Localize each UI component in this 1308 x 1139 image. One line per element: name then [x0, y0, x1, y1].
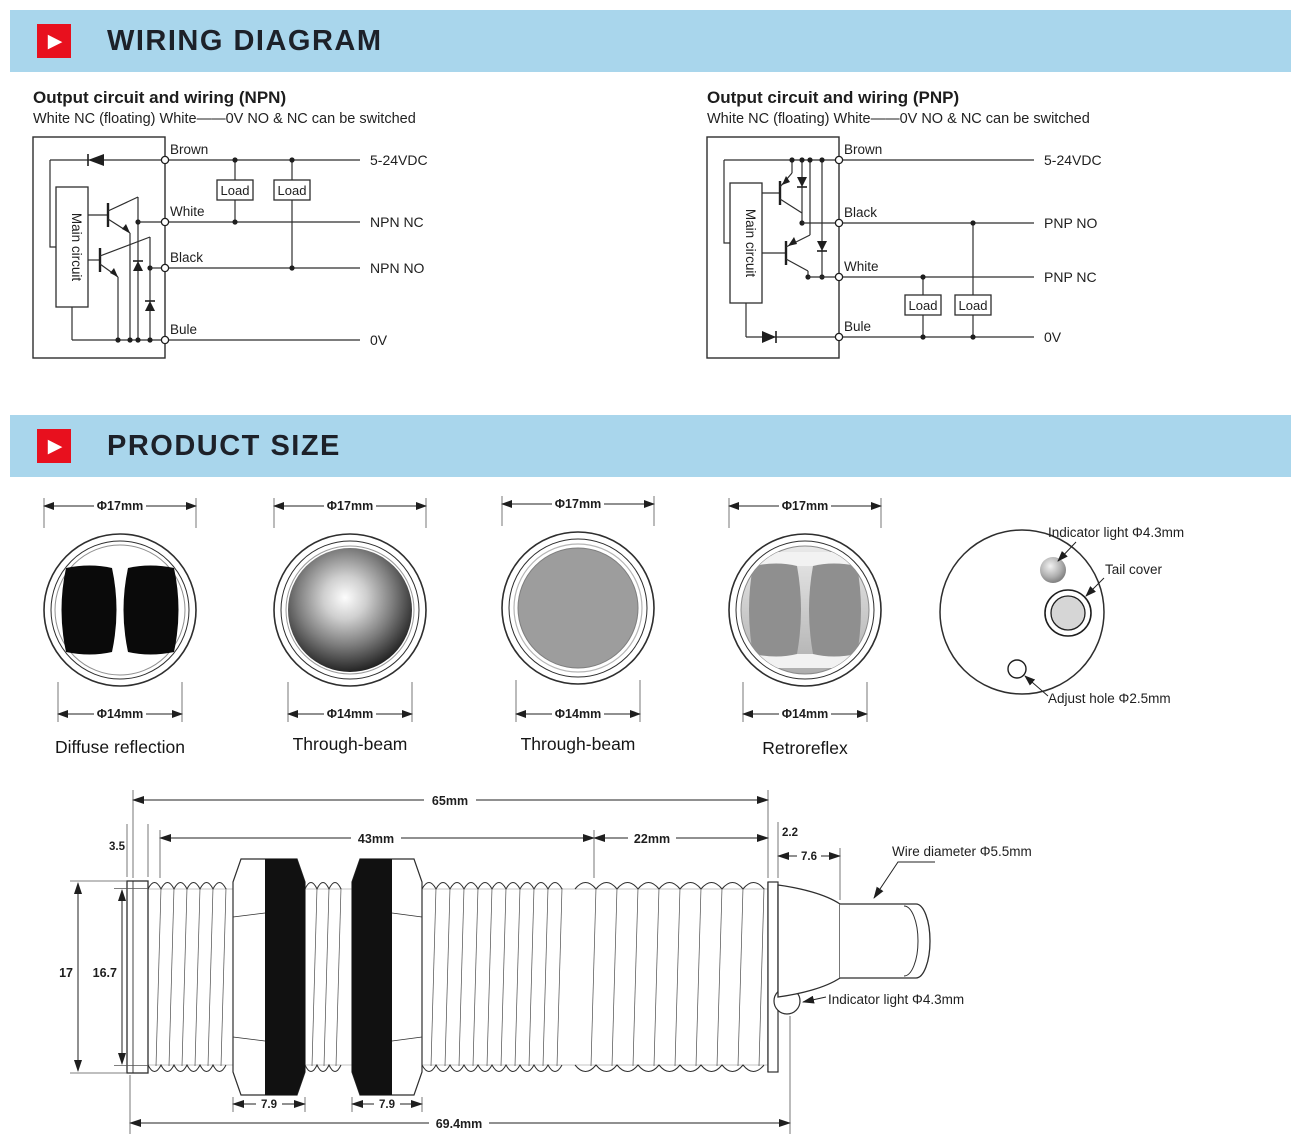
dim-65mm: 65mm: [431, 794, 469, 808]
face4-caption: Retroreflex: [762, 738, 848, 758]
dim-2-2: 2.2: [782, 827, 798, 839]
npn-load1-label: Load: [220, 183, 250, 198]
pnp-white-label: White: [844, 259, 879, 274]
section-marker-chip: [37, 24, 71, 58]
pnp-note: White NC (floating) White——0V NO & NC can be switched: [707, 111, 1090, 127]
pnp-nc-label: PNP NC: [1044, 269, 1097, 285]
face2-caption: Through-beam: [292, 734, 408, 754]
dim-43mm: 43mm: [357, 832, 395, 846]
indicator-light-dot: [1040, 557, 1066, 583]
pnp-load1-label: Load: [908, 298, 938, 313]
pnp-power-label: 5-24VDC: [1044, 152, 1102, 168]
npn-0v-label: 0V: [370, 332, 388, 348]
pnp-brown-label: Brown: [844, 142, 883, 157]
pnp-load2-label: Load: [958, 298, 988, 313]
npn-note: White NC (floating) White——0V NO & NC can be switched: [33, 111, 416, 127]
face1-dia14: Φ14mm: [96, 707, 144, 721]
npn-circuit-diagram: [30, 125, 470, 380]
dim-3-5: 3.5: [109, 841, 125, 853]
pnp-loads: [905, 220, 991, 339]
pnp-0v-label: 0V: [1044, 329, 1062, 345]
dim-16-7: 16.7: [92, 966, 117, 980]
npn-wires: [50, 154, 360, 344]
face1-dia17: Φ17mm: [96, 499, 144, 513]
face3-dia17: Φ17mm: [554, 497, 602, 511]
npn-no-label: NPN NO: [370, 260, 425, 276]
wire-diameter-label: Wire diameter Φ5.5mm: [892, 844, 1032, 859]
npn-main-circuit-label: Main circuit: [69, 212, 84, 282]
dim-69-4mm: 69.4mm: [435, 1117, 483, 1131]
pnp-main-circuit-label: Main circuit: [743, 208, 758, 278]
face-diffuse: [44, 498, 196, 757]
face4-dia17: Φ17mm: [781, 499, 829, 513]
cable: [840, 904, 930, 978]
pnp-circuit-diagram: [704, 125, 1144, 380]
face2-dia17: Φ17mm: [326, 499, 374, 513]
dim-7-9-b: 7.9: [379, 1099, 395, 1111]
tail-cover-ring: [1045, 590, 1091, 636]
face-retroreflex: [729, 498, 881, 758]
npn-load2-label: Load: [277, 183, 307, 198]
side-view-drawing: [30, 782, 1308, 1139]
npn-brown-label: Brown: [170, 142, 209, 157]
rear-tail-label: Tail cover: [1105, 562, 1163, 577]
sensor-faces-figure: [30, 492, 940, 772]
rear-indicator-label: Indicator light Φ4.3mm: [1048, 525, 1185, 540]
tail-cone: [778, 885, 840, 997]
size-section-banner: [10, 415, 1291, 477]
dim-22mm: 22mm: [633, 832, 671, 846]
pnp-sensor-outline: [707, 137, 839, 358]
npn-white-label: White: [170, 204, 205, 219]
npn-blue-label: Bule: [170, 322, 198, 337]
pnp-blue-label: Bule: [844, 319, 872, 334]
dim-7-9-a: 7.9: [261, 1099, 277, 1111]
play-icon-2: ▶: [47, 435, 63, 457]
face1-caption: Diffuse reflection: [54, 737, 186, 757]
npn-power-label: 5-24VDC: [370, 152, 428, 168]
face-beam-receiver: [502, 496, 654, 754]
face3-caption: Through-beam: [520, 734, 636, 754]
npn-loads: [217, 157, 310, 270]
side-indicator-label: Indicator light Φ4.3mm: [828, 992, 965, 1007]
dim-7-6: 7.6: [801, 851, 817, 863]
wiring-section-banner: [10, 10, 1291, 72]
npn-black-label: Black: [170, 250, 204, 265]
rear-view-figure: [930, 495, 1308, 745]
npn-labels: [170, 142, 428, 348]
pnp-title: Output circuit and wiring (PNP): [707, 88, 960, 107]
pnp-no-label: PNP NO: [1044, 215, 1098, 231]
adjust-hole: [1008, 660, 1026, 678]
sensor-body: [127, 859, 930, 1095]
face2-dia14: Φ14mm: [326, 707, 374, 721]
face3-dia14: Φ14mm: [554, 707, 602, 721]
size-section-title: PRODUCT SIZE: [107, 429, 341, 462]
section-marker-chip-2: [37, 429, 71, 463]
npn-title: Output circuit and wiring (NPN): [33, 88, 287, 107]
face4-dia14: Φ14mm: [781, 707, 829, 721]
play-icon: ▶: [47, 30, 63, 52]
dim-17: 17: [59, 966, 73, 980]
face-beam-emitter: [274, 498, 426, 754]
wiring-section-title: WIRING DIAGRAM: [107, 24, 383, 57]
rear-adjust-label: Adjust hole Φ2.5mm: [1048, 691, 1171, 706]
pnp-black-label: Black: [844, 205, 878, 220]
npn-nc-label: NPN NC: [370, 214, 424, 230]
